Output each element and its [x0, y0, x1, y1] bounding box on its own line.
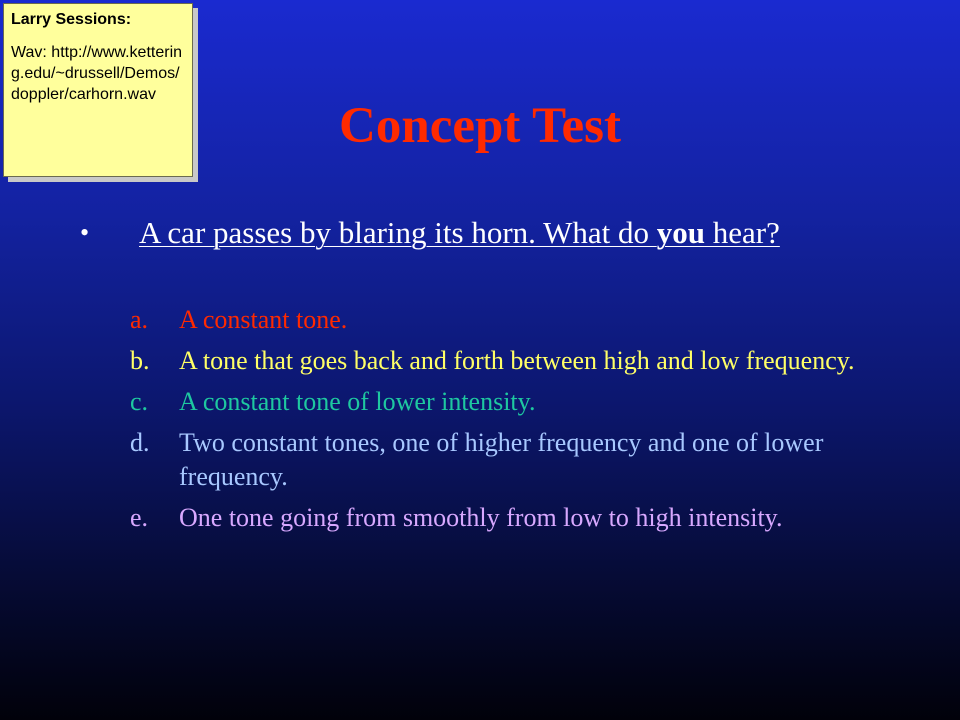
option-text: One tone going from smoothly from low to high intensity.	[179, 503, 783, 532]
question-text	[139, 214, 859, 252]
option-text: A constant tone of lower intensity.	[179, 387, 536, 416]
option-e	[130, 501, 920, 535]
question-emphasis: you	[656, 215, 705, 250]
answer-options	[130, 303, 920, 542]
note-text: Wav: http://www.kettering.edu/~drussell/Demos/doppler/carhorn.wav	[11, 44, 183, 103]
question-part-1: A car passes by blaring its horn. What do	[139, 215, 657, 250]
option-text: Two constant tones, one of higher frequency and one of lower frequency.	[179, 428, 824, 491]
option-d	[130, 426, 920, 494]
option-b	[130, 344, 920, 378]
option-marker: b.	[130, 346, 150, 375]
option-marker: e.	[130, 503, 149, 532]
option-text: A tone that goes back and forth between high and low frequency.	[179, 346, 855, 375]
note-author: Larry Sessions:	[11, 11, 132, 28]
option-marker: c.	[130, 387, 149, 416]
option-marker: d.	[130, 428, 150, 457]
option-c	[130, 385, 920, 419]
option-a	[130, 303, 920, 337]
question-part-2: hear?	[704, 215, 780, 250]
slide-title: Concept Test	[339, 98, 621, 154]
option-marker: a.	[130, 305, 149, 334]
option-text: A constant tone.	[179, 305, 348, 334]
bullet-icon: •	[80, 218, 90, 247]
